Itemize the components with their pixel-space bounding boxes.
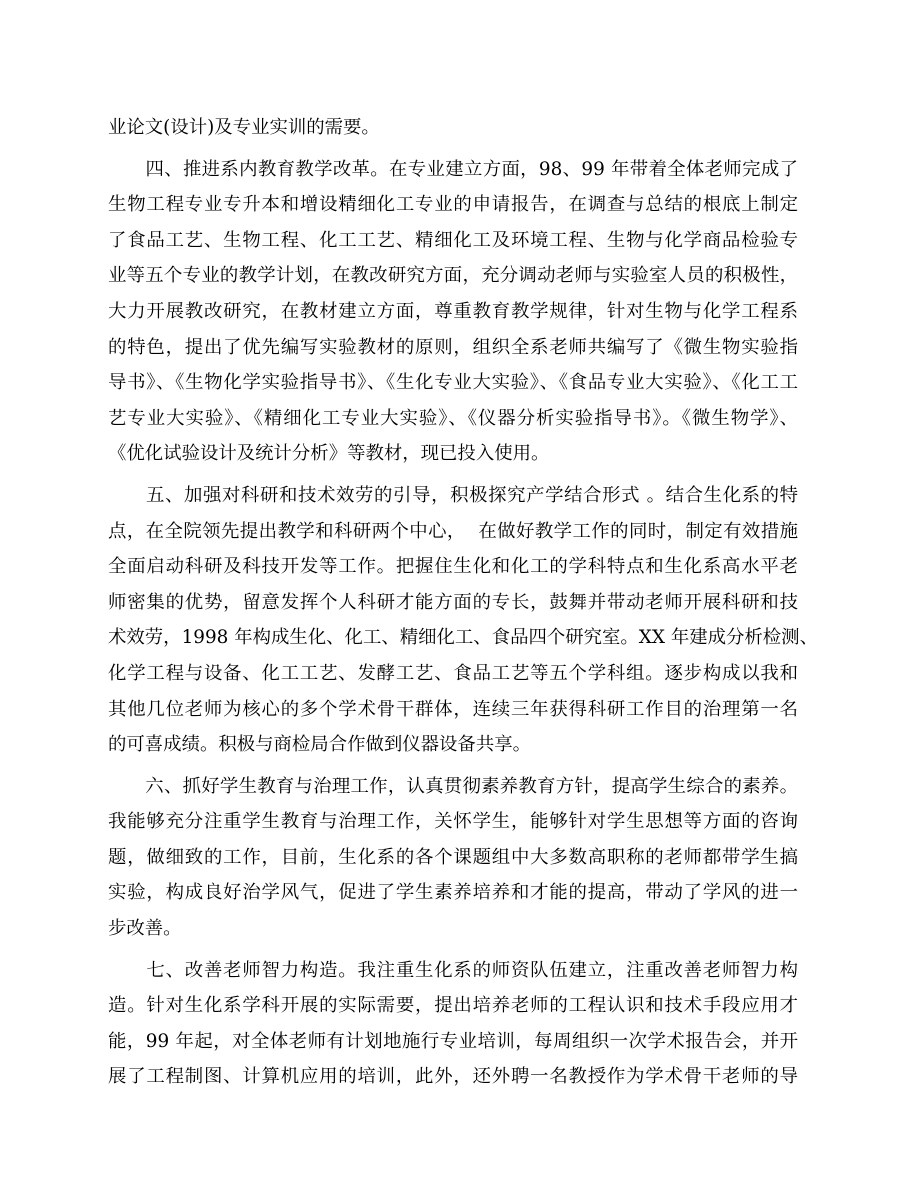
text-line: 业论文(设计)及专业实训的需要。 [108,117,380,138]
text-line: 六、抓好学生教育与治理工作，认真贯彻素养教育方针，提高学生综合的素养。 [108,775,798,797]
text-line: 能，99 年起，对全体老师有计划地施行专业培训，每周组织一次学术报告会，并开 [108,1030,798,1052]
paragraph [108,152,798,472]
text-line: 其他几位老师为核心的多个学术骨干群体，连续三年获得科研工作目的治理第一名 [108,698,798,720]
text-line: 艺专业大实验》、《精细化工专业大实验》、《仪器分析实验指导书》。《微生物学》、 [108,407,798,429]
document-body [108,110,818,1095]
text-line: 造。针对生化系学科开展的实际需要，提出培养老师的工程认识和技术手段应用才 [108,995,798,1017]
text-line: 的可喜成绩。积极与商检局合作做到仪器设备共享。 [108,734,531,756]
text-line: 《优化试验设计及统计分析》等教材，现已投入使用。 [108,443,550,465]
text-line: 业等五个专业的教学计划，在教改研究方面，充分调动老师与实验室人员的积极性， [108,265,798,287]
paragraph [108,110,798,146]
text-line: 导书》、《生物化学实验指导书》、《生化专业大实验》、《食品专业大实验》、《化工工 [108,372,798,394]
paragraph [108,769,798,947]
text-line: 七、改善老师智力构造。我注重生化系的师资队伍建立，注重改善老师智力构 [108,959,798,981]
text-line: 全面启动科研及科技开发等工作。把握住生化和化工的学科特点和生化系高水平老 [108,556,798,578]
text-line: 术效劳，1998 年构成生化、化工、精细化工、食品四个研究室。XX 年建成分析检测、 [108,627,818,649]
text-line: 实验，构成良好治学风气，促进了学生素养培养和才能的提高，带动了学风的进一 [108,882,798,904]
text-line: 了食品工艺、生物工程、化工工艺、精细化工及环境工程、生物与化学商品检验专 [108,229,798,251]
text-line: 步改善。 [108,918,182,940]
text-line: 生物工程专业专升本和增设精细化工专业的申请报告，在调查与总结的根底上制定 [108,194,798,216]
text-line: 化学工程与设备、化工工艺、发酵工艺、食品工艺等五个学科组。逐步构成以我和 [108,662,798,684]
text-line: 的特色，提出了优先编写实验教材的原则，组织全系老师共编写了《微生物实验指 [108,336,798,358]
text-line: 点，在全院领先提出教学和科研两个中心， 在做好教学工作的同时，制定有效措施 [108,520,798,542]
text-line: 展了工程制图、计算机应用的培训，此外，还外聘一名教授作为学术骨干老师的导 [108,1066,798,1088]
text-line: 师密集的优势，留意发挥个人科研才能方面的专长，鼓舞并带动老师开展科研和技 [108,591,798,613]
text-line: 我能够充分注重学生教育与治理工作，关怀学生，能够针对学生思想等方面的咨询 [108,811,798,833]
text-line: 四、推进系内教育教学改革。在专业建立方面，98、99 年带着全体老师完成了 [108,158,798,180]
text-line: 五、加强对科研和技术效劳的引导，积极探究产学结合形式 。结合生化系的特 [108,484,798,506]
paragraph [108,953,798,1095]
paragraph [108,478,818,763]
text-line: 题，做细致的工作，目前，生化系的各个课题组中大多数高职称的老师都带学生搞 [108,846,798,868]
text-line: 大力开展教改研究，在教材建立方面，尊重教育教学规律，针对生物与化学工程系 [108,300,798,322]
